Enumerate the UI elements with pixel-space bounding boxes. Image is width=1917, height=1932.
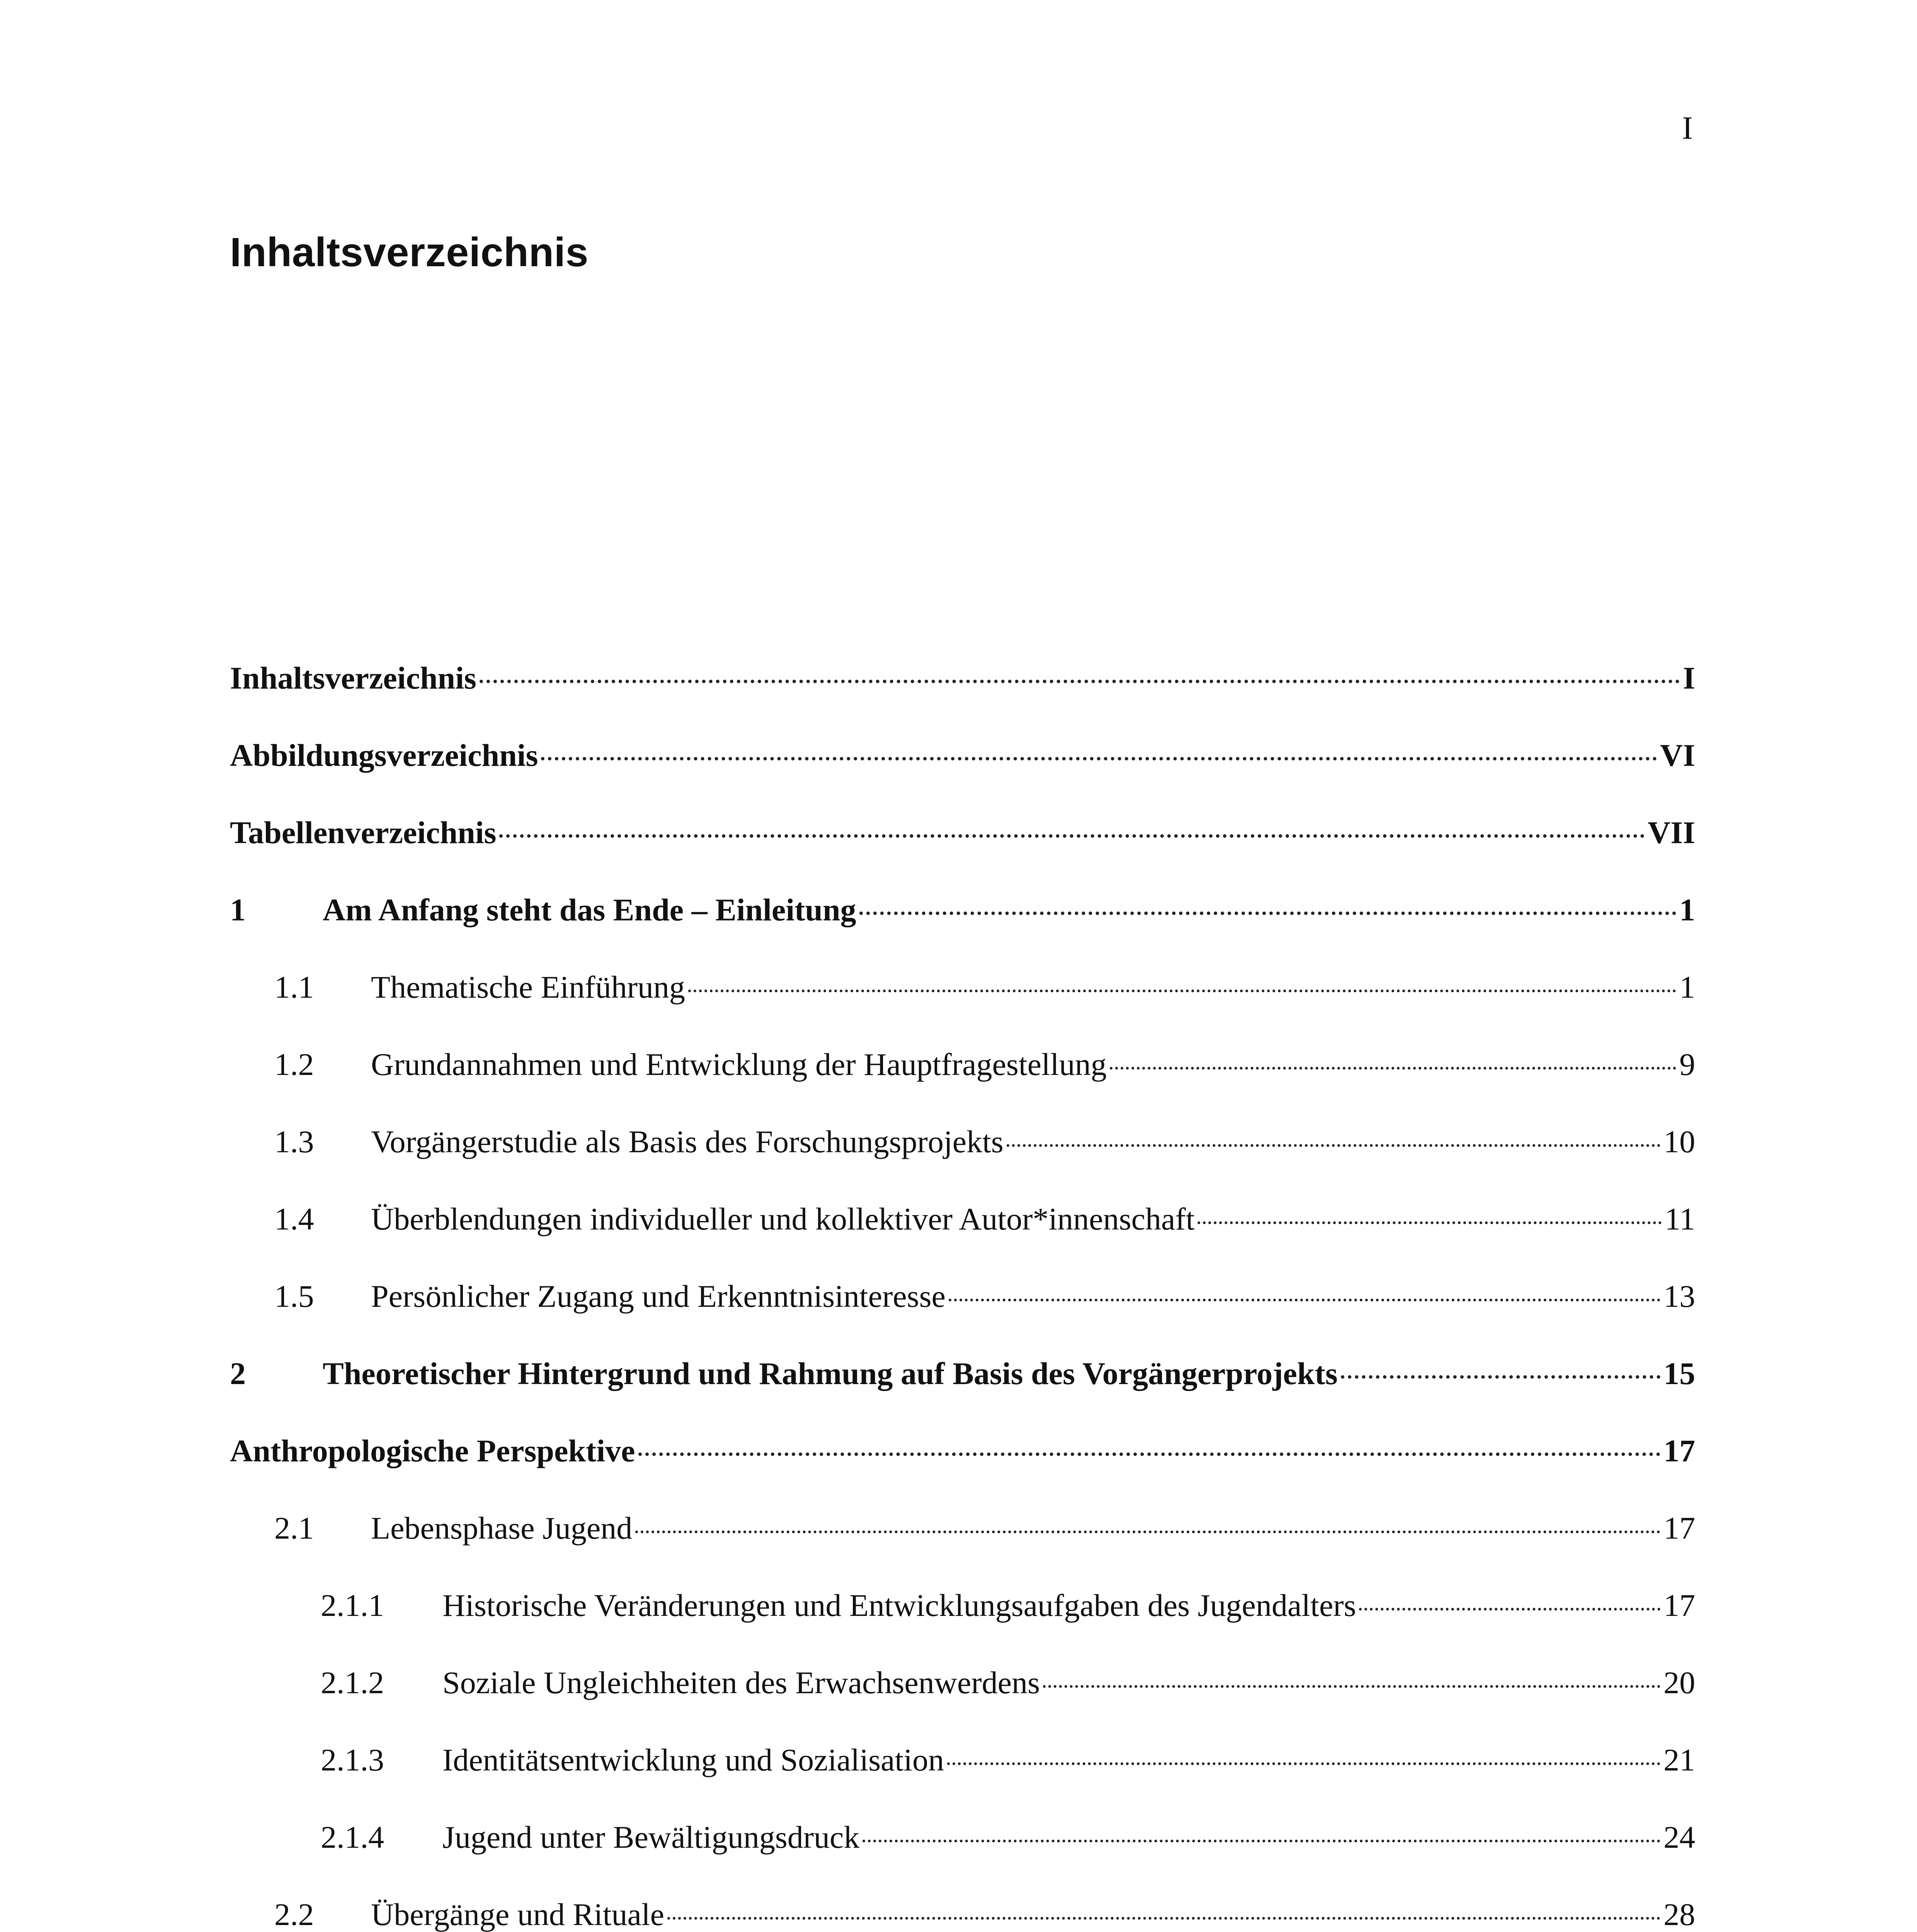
toc-leader-dots (638, 1452, 1660, 1456)
toc-entry-number: 2.1.3 (321, 1742, 384, 1777)
toc-leader-dots (1007, 1144, 1660, 1147)
toc-entry[interactable] (230, 1103, 1695, 1180)
toc-entry-title: Am Anfang steht das Ende – Einleitung (323, 892, 856, 927)
toc-leader-dots (949, 1299, 1660, 1301)
toc-entry-page: 15 (1664, 1356, 1695, 1391)
toc-entry[interactable] (230, 794, 1695, 871)
toc-entry-title: Vorgängerstudie als Basis des Forschungsprojekts (371, 1124, 1004, 1159)
toc-entry-title: Anthropologische Perspektive (230, 1433, 635, 1468)
toc-leader-dots (862, 1840, 1660, 1842)
toc-leader-dots (688, 990, 1676, 992)
toc-entry-page: VII (1647, 815, 1695, 850)
toc-entry-title: Thematische Einführung (371, 969, 685, 1005)
toc-entry-title: Übergänge und Rituale (371, 1897, 665, 1932)
toc-entry-number: 1.5 (274, 1279, 314, 1314)
toc-entry-number: 1.1 (274, 969, 314, 1005)
toc-entry[interactable] (230, 949, 1695, 1026)
toc-entry-number: 2.2 (274, 1897, 314, 1932)
toc-entry-page: 21 (1664, 1742, 1695, 1777)
toc-entry-number: 2.1.1 (321, 1588, 384, 1623)
toc-leader-dots (541, 757, 1657, 760)
toc-entry[interactable] (230, 1335, 1695, 1412)
page-number: I (1682, 110, 1693, 146)
toc-entry-page: 17 (1664, 1433, 1695, 1468)
toc-entry[interactable] (230, 639, 1695, 717)
toc-entry-page: I (1683, 660, 1695, 696)
toc-leader-dots (947, 1762, 1660, 1765)
toc-entry-page: VI (1660, 738, 1695, 773)
toc-leader-dots (1341, 1375, 1660, 1379)
toc-entry-title: Historische Veränderungen und Entwicklungsaufgaben des Jugendalters (442, 1588, 1356, 1623)
toc-entry[interactable] (230, 1026, 1695, 1103)
toc-entry[interactable] (230, 1258, 1695, 1335)
toc-entry-number: 2.1 (274, 1510, 314, 1546)
toc-leader-dots (1359, 1608, 1660, 1611)
toc-entry-page: 9 (1679, 1047, 1695, 1082)
toc-leader-dots (635, 1531, 1660, 1533)
toc-entry-number: 1 (230, 892, 246, 927)
toc-entry-page: 1 (1679, 969, 1695, 1005)
toc-entry-page: 24 (1664, 1820, 1695, 1855)
toc-entry-page: 11 (1665, 1201, 1695, 1236)
toc-entry-title: Theoretischer Hintergrund und Rahmung auf Basis des Vorgängerprojekts (323, 1356, 1338, 1391)
toc-leader-dots (667, 1917, 1660, 1920)
toc-leader-dots (499, 834, 1645, 838)
page-title: Inhaltsverzeichnis (230, 230, 589, 275)
toc-leader-dots (1197, 1221, 1662, 1224)
toc-entry-page: 1 (1679, 892, 1695, 927)
toc-entry[interactable] (230, 1567, 1695, 1644)
toc-entry[interactable] (230, 1799, 1695, 1876)
toc-leader-dots (1110, 1067, 1676, 1070)
toc-entry[interactable] (230, 1644, 1695, 1721)
toc-entry-page: 10 (1664, 1124, 1695, 1159)
toc-entry-title: Grundannahmen und Entwicklung der Hauptfragestellung (371, 1047, 1107, 1082)
toc-entry-title: Identitätsentwicklung und Sozialisation (442, 1742, 944, 1777)
toc-entry-title: Soziale Ungleichheiten des Erwachsenwerdens (442, 1665, 1040, 1700)
toc-entry[interactable] (230, 1876, 1695, 1932)
toc-leader-dots (480, 680, 1680, 683)
toc-entry-number: 1.2 (274, 1047, 314, 1082)
toc-entry-title: Lebensphase Jugend (371, 1510, 633, 1546)
toc-entry-page: 28 (1664, 1897, 1695, 1932)
toc-entry-page: 13 (1664, 1279, 1695, 1314)
toc-entry[interactable] (230, 717, 1695, 794)
toc-entry[interactable] (230, 871, 1695, 949)
toc-entry-title: Tabellenverzeichnis (230, 815, 497, 850)
toc-entry-number: 2.1.4 (321, 1820, 384, 1855)
toc-entry[interactable] (230, 1412, 1695, 1490)
toc-entry-number: 2.1.2 (321, 1665, 384, 1700)
toc-leader-dots (1043, 1685, 1660, 1688)
table-of-contents (230, 639, 1695, 1932)
toc-entry-number: 2 (230, 1356, 246, 1391)
toc-entry-number: 1.4 (274, 1201, 314, 1236)
toc-entry-title: Überblendungen individueller und kollektiver Autor*innenschaft (371, 1201, 1195, 1236)
toc-entry-page: 20 (1664, 1665, 1695, 1700)
toc-entry-number: 1.3 (274, 1124, 314, 1159)
toc-entry-title: Persönlicher Zugang und Erkenntnisinteresse (371, 1279, 946, 1314)
toc-entry-page: 17 (1664, 1588, 1695, 1623)
toc-entry-title: Jugend unter Bewältigungsdruck (442, 1820, 860, 1855)
toc-entry-title: Inhaltsverzeichnis (230, 660, 476, 696)
toc-entry[interactable] (230, 1721, 1695, 1799)
toc-entry-title: Abbildungsverzeichnis (230, 738, 538, 773)
toc-entry-page: 17 (1664, 1510, 1695, 1546)
toc-entry[interactable] (230, 1490, 1695, 1567)
toc-leader-dots (859, 912, 1676, 915)
toc-entry[interactable] (230, 1180, 1695, 1258)
